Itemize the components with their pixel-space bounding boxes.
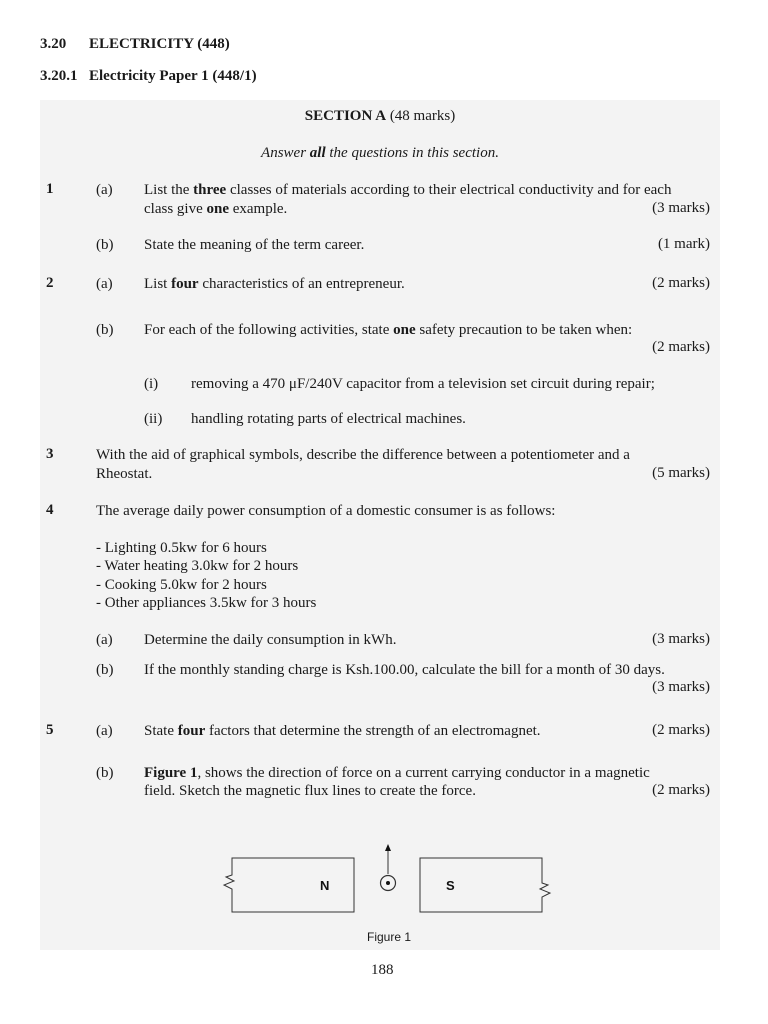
- question-number-5: 5: [46, 722, 54, 738]
- q2-b-ii-text: handling rotating parts of electrical machines.: [191, 411, 466, 427]
- q4-b-label: (b): [96, 662, 114, 678]
- q4-b-text: If the monthly standing charge is Ksh.100.00, calculate the bill for a month of 30 days.: [144, 662, 665, 678]
- q4-list-item: - Other appliances 3.5kw for 3 hours: [96, 595, 317, 611]
- q1-a-label: (a): [96, 182, 113, 198]
- south-pole-magnet: [420, 858, 550, 912]
- q1-a-line2: class give one example.: [144, 201, 288, 217]
- q5-b-line1: Figure 1, shows the direction of force on a current carrying conductor in a magnetic: [144, 765, 650, 781]
- q2-b-i-label: (i): [144, 376, 159, 392]
- force-arrow-head: [385, 844, 391, 851]
- q1-b-text: State the meaning of the term career.: [144, 237, 365, 253]
- north-pole-magnet: [224, 858, 354, 912]
- q3-line2: Rheostat.: [96, 466, 153, 482]
- q4-list-item: - Cooking 5.0kw for 2 hours: [96, 577, 267, 593]
- question-number-1: 1: [46, 181, 54, 197]
- q2-a-label: (a): [96, 276, 113, 292]
- q5-a-marks: (2 marks): [652, 722, 710, 738]
- figure-1-diagram: [220, 838, 560, 918]
- question-number-4: 4: [46, 502, 54, 518]
- south-pole-label: S: [446, 878, 455, 893]
- q4-b-marks: (3 marks): [652, 679, 710, 695]
- paper-number: 3.20.1: [40, 68, 78, 84]
- q1-b-marks: (1 mark): [657, 236, 710, 252]
- q3-marks: (5 marks): [652, 465, 710, 481]
- q4-a-text: Determine the daily consumption in kWh.: [144, 632, 397, 648]
- q1-b-label: (b): [96, 237, 114, 253]
- q4-a-marks: (3 marks): [652, 631, 710, 647]
- q4-intro: The average daily power consumption of a domestic consumer is as follows:: [96, 503, 556, 519]
- q4-list-item: - Water heating 3.0kw for 2 hours: [96, 558, 299, 574]
- q5-b-label: (b): [96, 765, 114, 781]
- q2-b-label: (b): [96, 322, 114, 338]
- content-panel: [40, 100, 720, 950]
- section-a-title: SECTION A (48 marks): [304, 108, 456, 124]
- q5-b-line2: field. Sketch the magnetic flux lines to create the force.: [144, 783, 476, 799]
- q2-a-marks: (2 marks): [652, 275, 710, 291]
- q5-b-marks: (2 marks): [652, 782, 710, 798]
- figure-caption: Figure 1: [367, 930, 412, 944]
- section-number: 3.20: [40, 36, 67, 52]
- q3-line1: With the aid of graphical symbols, describe the difference between a potentiometer and a: [96, 447, 630, 463]
- q1-a-line1: List the three classes of materials according to their electrical conductivity and for each: [144, 182, 672, 198]
- question-number-3: 3: [46, 446, 54, 462]
- q4-list-item: - Lighting 0.5kw for 6 hours: [96, 540, 267, 556]
- north-pole-label: N: [320, 878, 330, 893]
- current-dot: [386, 881, 390, 885]
- q5-a-text: State four factors that determine the strength of an electromagnet.: [144, 723, 541, 739]
- q4-a-label: (a): [96, 632, 113, 648]
- page-number: 188: [371, 962, 394, 978]
- section-a-instruction: Answer all the questions in this section.: [261, 145, 499, 161]
- q2-b-i-text: removing a 470 μF/240V capacitor from a television set circuit during repair;: [191, 376, 655, 392]
- paper-title: Electricity Paper 1 (448/1): [89, 68, 257, 84]
- q2-b-marks: (2 marks): [652, 339, 710, 355]
- question-number-2: 2: [46, 275, 54, 291]
- q5-a-label: (a): [96, 723, 113, 739]
- q2-b-text: For each of the following activities, state one safety precaution to be taken when:: [144, 322, 633, 338]
- section-title: ELECTRICITY (448): [89, 36, 230, 52]
- q2-a-text: List four characteristics of an entrepreneur.: [144, 276, 405, 292]
- q1-a-marks: (3 marks): [652, 200, 710, 216]
- q2-b-ii-label: (ii): [144, 411, 163, 427]
